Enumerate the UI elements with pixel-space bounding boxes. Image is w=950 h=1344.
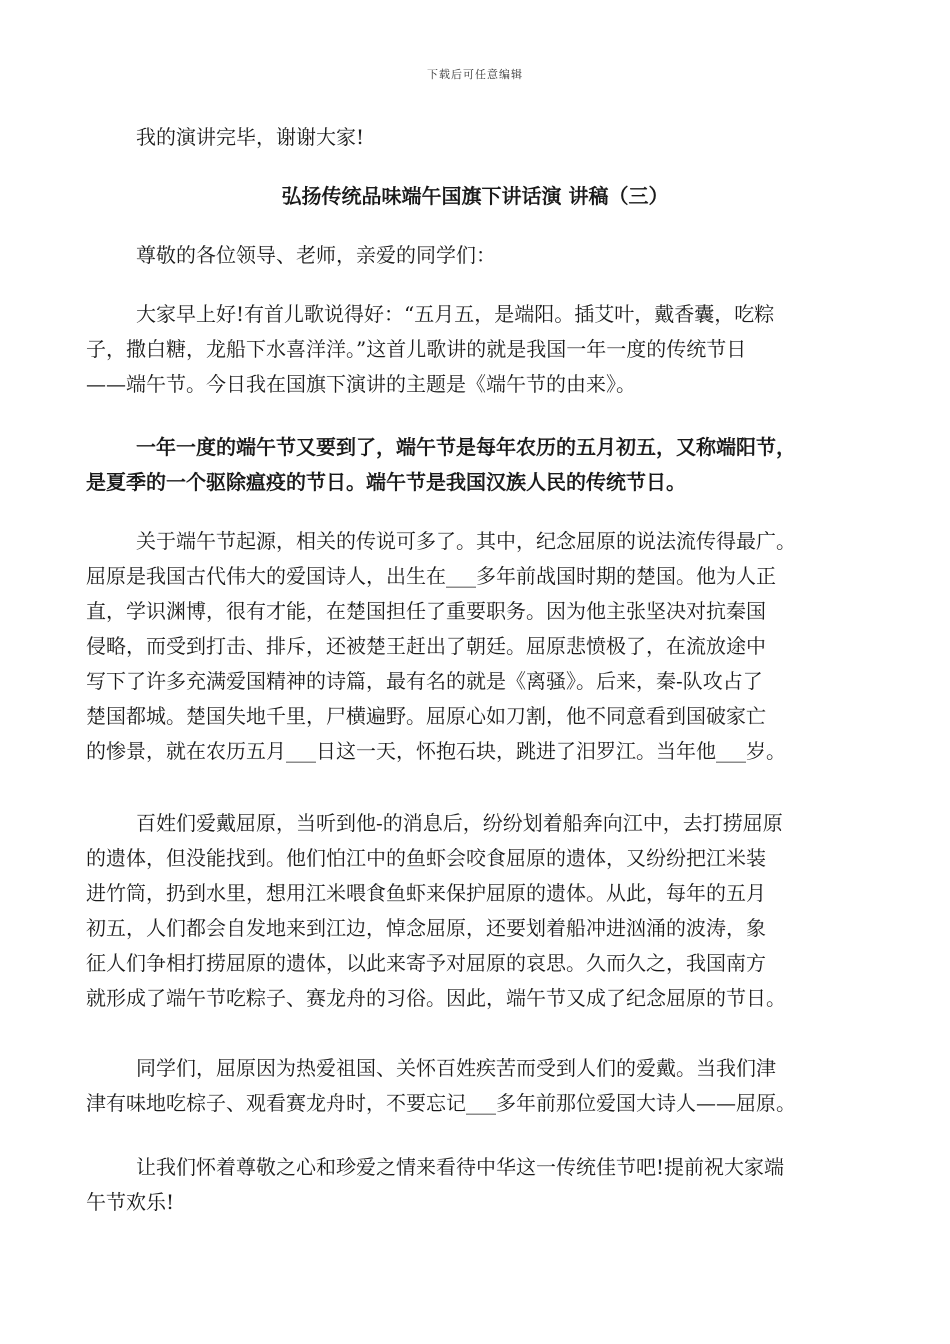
- paragraph-line: 是夏季的一个驱除瘟疫的节日。端午节是我国汉族人民的传统节日。: [86, 470, 686, 494]
- paragraph-line: 楚国都城。楚国失地千里，尸横遍野。屈原心如刀割，他不同意看到国破家亡: [86, 704, 766, 728]
- paragraph-opening: [86, 297, 866, 402]
- paragraph-line: 百姓们爱戴屈原，当听到他-的消息后，纷纷划着船奔向江中，去打捞屈原: [136, 811, 783, 835]
- greeting-text: 尊敬的各位领导、老师，亲爱的同学们：: [136, 243, 496, 267]
- paragraph-line: 侵略，而受到打击、排斥，还被楚王赶出了朝廷。屈原悲愤极了，在流放途中: [86, 634, 766, 658]
- paragraph-line: 的惨景，就在农历五月___日这一天，怀抱石块，跳进了汨罗江。当年他___岁。: [86, 739, 786, 763]
- paragraph-line: 同学们，屈原因为热爱祖国、关怀百姓疾苦而受到人们的爱戴。当我们津: [136, 1056, 776, 1080]
- page-header-note: 下载后可任意编辑: [427, 68, 523, 81]
- paragraph-line: 直，学识渊博，很有才能，在楚国担任了重要职务。因为他主张坚决对抗秦国: [86, 599, 766, 623]
- speech-title: 弘扬传统品味端午国旗下讲话演 讲稿（三）: [281, 184, 669, 208]
- paragraph-emphasis: [86, 430, 866, 500]
- closing-line: [86, 120, 866, 155]
- paragraph-line: 子，撒白糖，龙船下水喜洋洋。”这首儿歌讲的就是我国一年一度的传统节日: [86, 337, 747, 361]
- paragraph-closing: [86, 1150, 866, 1220]
- paragraph-line: 进竹筒，扔到水里，想用江米喂食鱼虾来保护屈原的遗体。从此，每年的五月: [86, 881, 766, 905]
- paragraph-line: ——端午节。今日我在国旗下演讲的主题是《端午节的由来》。: [86, 372, 636, 396]
- paragraph-line: 津有味地吃棕子、观看赛龙舟时，不要忘记___多年前那位爱国大诗人——屈原。: [86, 1091, 796, 1115]
- paragraph-line: 大家早上好!有首儿歌说得好：“五月五，是端阳。插艾叶，戴香囊，吃粽: [136, 302, 775, 326]
- paragraph-line: 屈原是我国古代伟大的爱国诗人，出生在___多年前战国时期的楚国。他为人正: [86, 564, 776, 588]
- paragraph-line: 关于端午节起源，相关的传说可多了。其中，纪念屈原的说法流传得最广。: [136, 529, 796, 553]
- paragraph-line: 午节欢乐!: [86, 1190, 175, 1214]
- paragraph-line: 征人们争相打捞屈原的遗体，以此来寄予对屈原的哀思。久而久之，我国南方: [86, 951, 766, 975]
- paragraph-line: 一年一度的端午节又要到了，端午节是每年农历的五月初五，又称端阳节，: [136, 435, 796, 459]
- paragraph-line: 初五，人们都会自发地来到江边，悼念屈原，还要划着船冲进汹涌的波涛，象: [86, 916, 766, 940]
- closing-text: 我的演讲完毕，谢谢大家!: [136, 125, 365, 149]
- paragraph-origin: [86, 524, 866, 769]
- paragraph-line: 让我们怀着尊敬之心和珍爱之情来看待中华这一传统佳节吧!提前祝大家端: [136, 1155, 785, 1179]
- paragraph-line: 就形成了端午节吃粽子、赛龙舟的习俗。因此，端午节又成了纪念屈原的节日。: [86, 986, 786, 1010]
- paragraph-line: 的遗体，但没能找到。他们怕江中的鱼虾会咬食屈原的遗体，又纷纷把江米装: [86, 846, 766, 870]
- paragraph-line: 写下了许多充满爱国精神的诗篇，最有名的就是《离骚》。后来，秦-队攻占了: [86, 669, 763, 693]
- paragraph-people: [86, 806, 866, 1016]
- greeting-paragraph: [86, 238, 866, 273]
- paragraph-students: [86, 1051, 866, 1121]
